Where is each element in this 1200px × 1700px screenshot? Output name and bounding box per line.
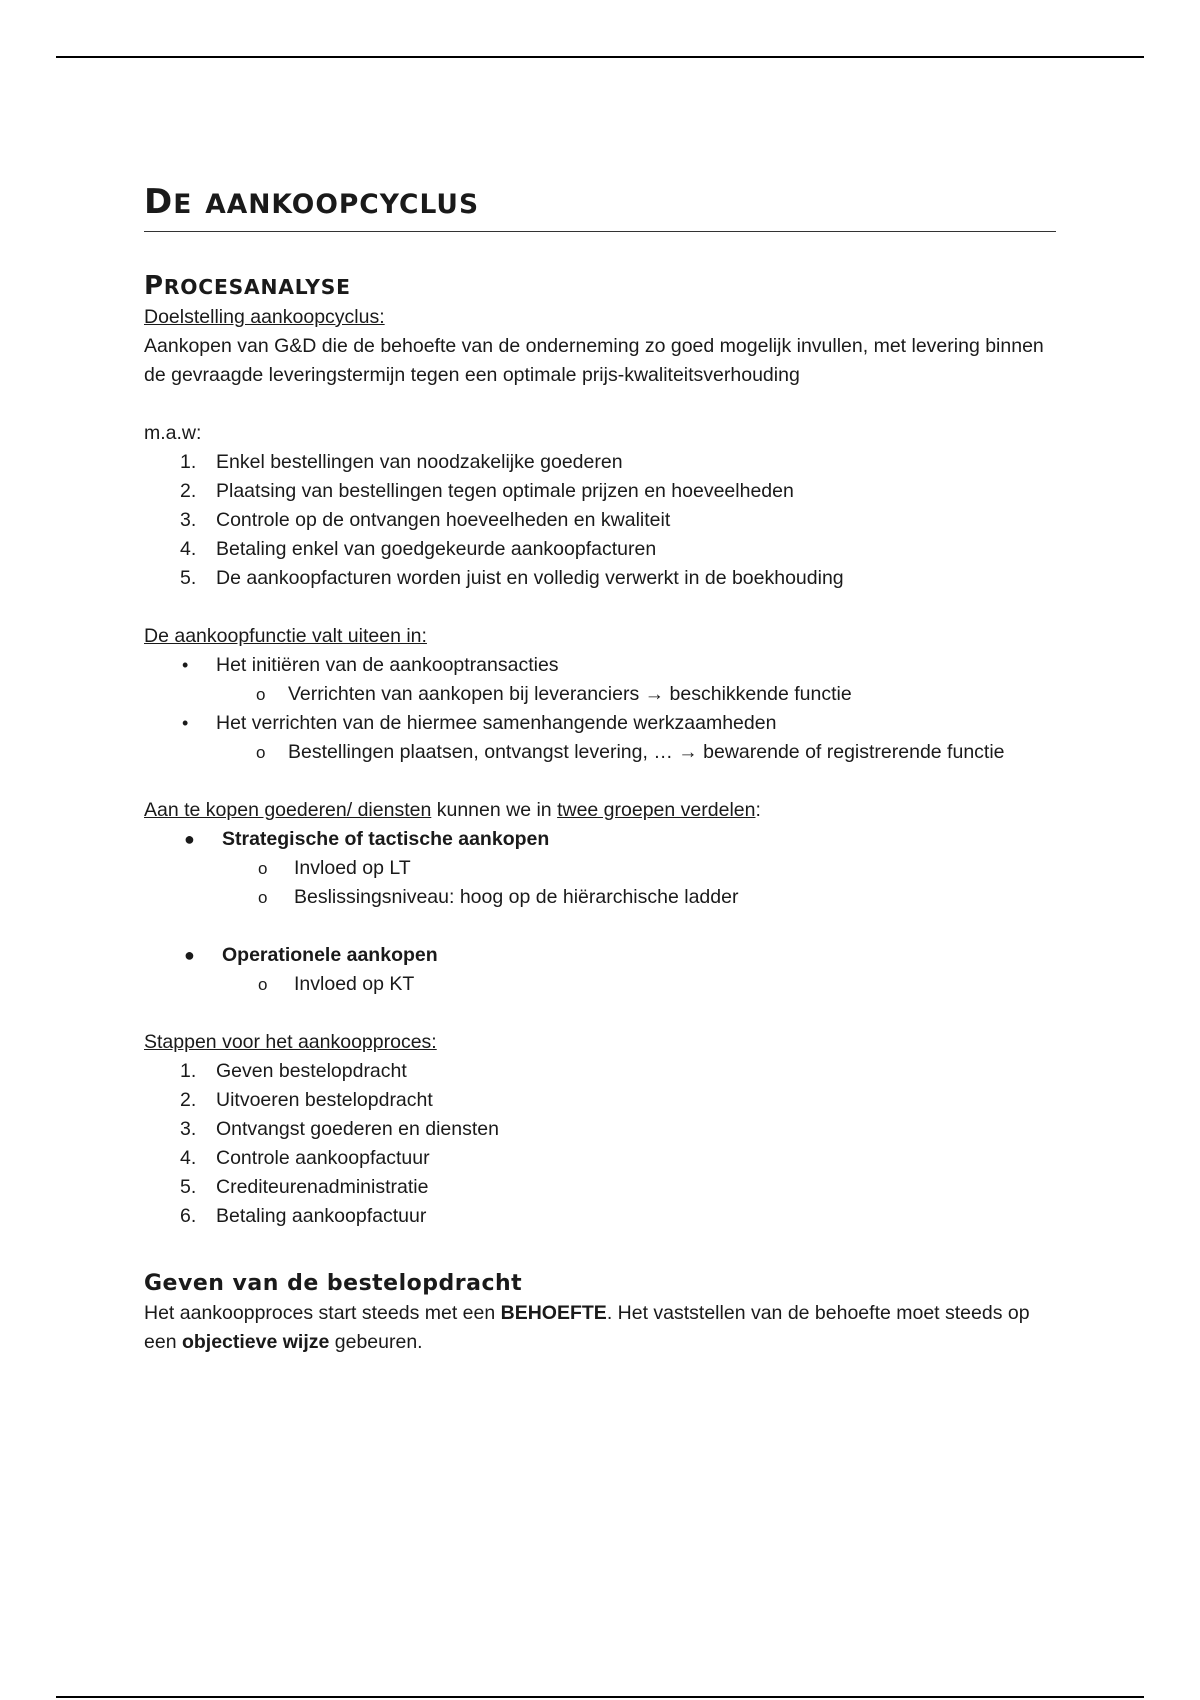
list-item: 3. Controle op de ontvangen hoeveelheden en kwaliteit <box>180 509 671 531</box>
list-item: 5. De aankoopfacturen worden juist en volledig verwerkt in de boekhouding <box>180 567 844 589</box>
list-item: 1. Enkel bestellingen van noodzakelijke goederen <box>180 451 623 473</box>
bullet-icon: ● <box>184 945 195 965</box>
list-item: ● Operationele aankopen o Invloed op KT <box>144 941 1056 999</box>
circle-bullet-icon: o <box>258 975 268 994</box>
strategisch-sublist <box>144 854 1056 912</box>
circle-bullet-icon: o <box>256 743 266 762</box>
list-item: o Invloed op KT <box>144 970 1056 999</box>
stappen-list <box>144 1057 1056 1231</box>
list-item: o Verrichten van aankopen bij leveranciers → beschikkende functie <box>144 680 1056 709</box>
list-item: 5. Crediteurenadministratie <box>180 1176 429 1198</box>
list-item: • Het verrichten van de hiermee samenhangende werkzaamheden <box>144 709 1056 738</box>
functie-list <box>144 651 1056 680</box>
groepen-list <box>144 941 1056 999</box>
list-item: 1. Geven bestelopdracht <box>180 1060 407 1082</box>
header-rule <box>56 56 1144 58</box>
document-body <box>144 180 1056 1357</box>
maw-list <box>144 448 1056 593</box>
list-item: 3. Ontvangst goederen en diensten <box>180 1118 499 1140</box>
bullet-icon: • <box>182 713 189 733</box>
list-item: o Beslissingsniveau: hoog op de hiërarchische ladder <box>144 883 1056 912</box>
list-item: ● Strategische of tactische aankopen o Invloed op LT o Beslissingsniveau: hoog op de hiërarchische ladder <box>144 825 1056 912</box>
doelstelling-label: Doelstelling aankoopcyclus: <box>144 306 385 328</box>
bullet-icon: ● <box>184 829 195 849</box>
section-text: PROCESANALYSE <box>144 271 351 301</box>
list-item: • Het initiëren van de aankooptransacties <box>144 651 1056 680</box>
circle-bullet-icon: o <box>258 888 268 907</box>
functie-list <box>144 709 1056 738</box>
list-item: 4. Betaling enkel van goedgekeurde aankoopfacturen <box>180 538 657 560</box>
list-item: 2. Uitvoeren bestelopdracht <box>180 1089 433 1111</box>
geven-text: Het aankoopproces start steeds met een BEHOEFTE. Het vaststellen van de behoefte moet steeds op een objectieve wijze gebeuren. <box>144 1302 1030 1353</box>
list-item: o Bestellingen plaatsen, ontvangst levering, … → bewarende of registrerende functie <box>144 738 1056 767</box>
footer-rule <box>56 1696 1144 1698</box>
document-title <box>144 180 1056 232</box>
list-item: 4. Controle aankoopfactuur <box>180 1147 430 1169</box>
list-item: 6. Betaling aankoopfactuur <box>180 1205 427 1227</box>
operationeel-sublist <box>144 970 1056 999</box>
functie-sublist <box>144 738 1056 767</box>
groepen-list <box>144 825 1056 912</box>
stappen-label: Stappen voor het aankoopproces: <box>144 1031 437 1053</box>
doelstelling-text: Aankopen van G&D die de behoefte van de onderneming zo goed mogelijk invullen, met levering binnen de gevraagde leveringstermijn tegen een optimale prijs-kwaliteitsverhouding <box>144 335 1044 386</box>
circle-bullet-icon: o <box>258 859 268 878</box>
title-text: DE AANKOOPCYCLUS <box>144 182 480 222</box>
subsection-heading: Geven van de bestelopdracht <box>144 1271 523 1296</box>
bullet-icon: • <box>182 655 189 675</box>
section-heading <box>144 270 1056 303</box>
functie-label: De aankoopfunctie valt uiteen in: <box>144 625 427 647</box>
list-item: o Invloed op LT <box>144 854 1056 883</box>
circle-bullet-icon: o <box>256 685 266 704</box>
groepen-intro: Aan te kopen goederen/ diensten kunnen we in twee groepen verdelen: <box>144 799 761 821</box>
maw-label: m.a.w: <box>144 422 202 444</box>
functie-sublist <box>144 680 1056 709</box>
list-item: 2. Plaatsing van bestellingen tegen optimale prijzen en hoeveelheden <box>180 480 794 502</box>
